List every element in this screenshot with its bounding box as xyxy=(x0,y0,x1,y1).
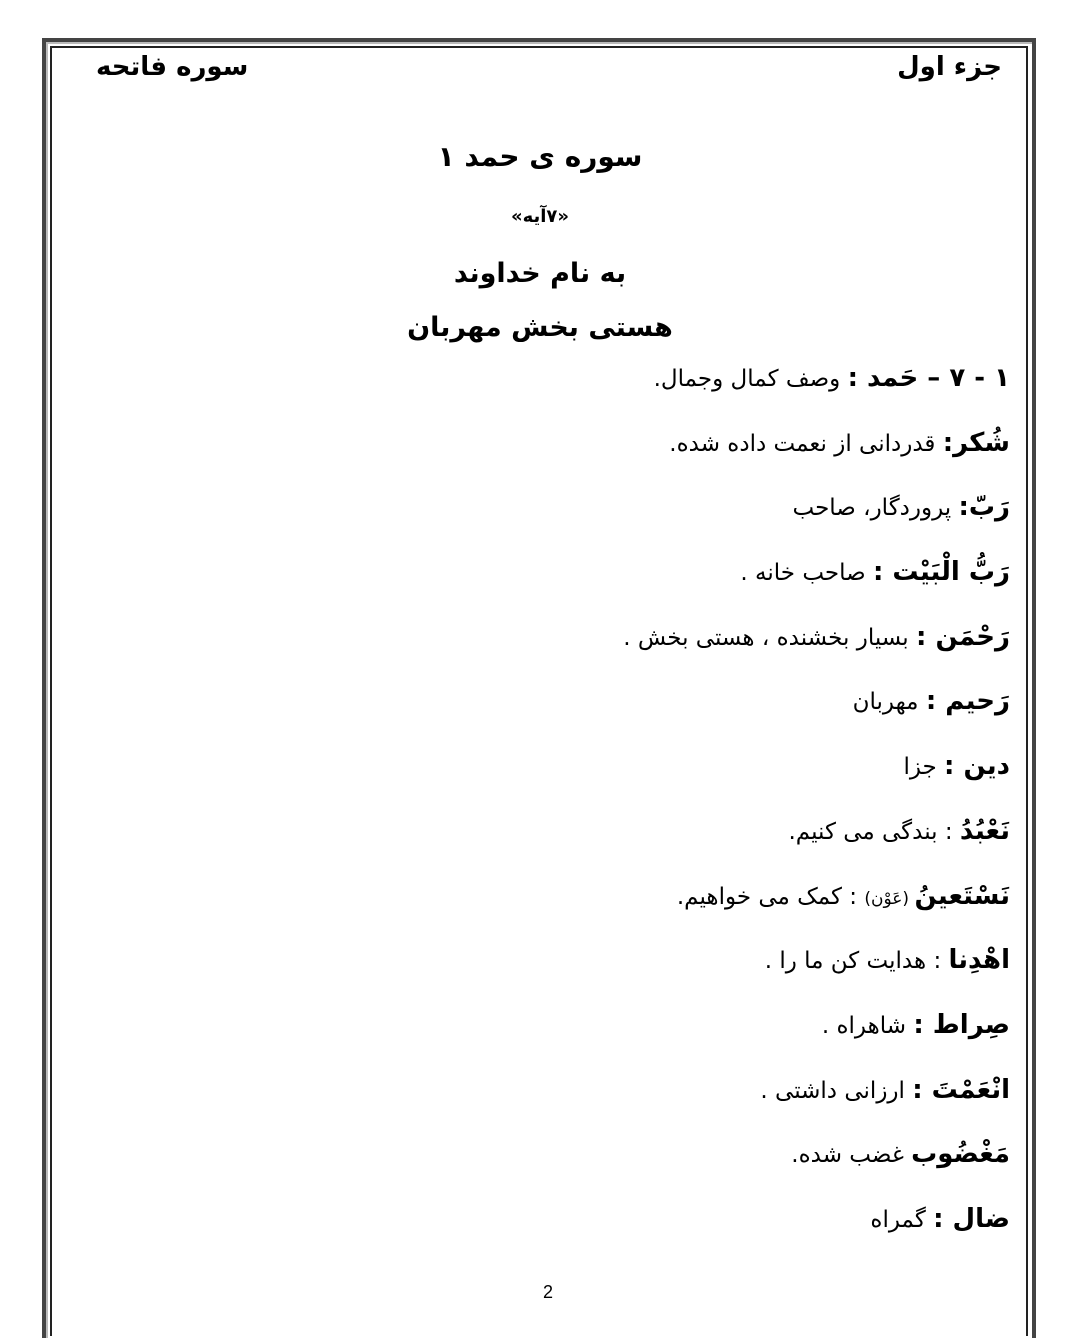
surah-title: سوره ی حمد ١ xyxy=(437,140,643,173)
vocab-term: مَغْضُوب xyxy=(911,1139,1010,1170)
vocab-term: ١ - ٧ – حَمد : xyxy=(847,363,1010,393)
vocab-entry xyxy=(110,744,1010,809)
vocab-definition: بسیار بخشنده ، هستی بخش . xyxy=(623,624,917,651)
page-number: 2 xyxy=(542,1282,553,1302)
vocab-definition: پروردگار، صاحب xyxy=(792,495,959,522)
vocab-definition: وصف کمال وجمال. xyxy=(653,366,848,392)
vocab-term: رَحیم : xyxy=(925,686,1010,717)
vocab-entry xyxy=(110,938,1010,1003)
vocab-entry xyxy=(110,809,1010,874)
vocab-term: شُکر: xyxy=(942,427,1010,458)
vocab-term: نَسْتَعینُ xyxy=(914,880,1010,911)
vocab-entry xyxy=(110,550,1010,615)
vocab-term: ضال : xyxy=(933,1203,1010,1234)
vocab-entry xyxy=(110,356,1010,421)
vocab-definition: گمراه xyxy=(870,1206,934,1233)
vocab-definition: شاهراه . xyxy=(821,1012,914,1039)
juz-header: جزء اول xyxy=(897,52,1002,82)
vocab-term: نَعْبُدُ xyxy=(959,815,1010,846)
vocab-definition: : بندگی می کنیم. xyxy=(788,818,960,845)
vocab-root: (عَوْن) xyxy=(864,888,915,909)
vocab-entry xyxy=(110,1003,1010,1068)
vocab-entry xyxy=(110,421,1010,486)
vocab-term: صِراط : xyxy=(913,1009,1010,1040)
vocab-term: اهْدِنا xyxy=(948,945,1010,976)
verse-count: «٧آیه» xyxy=(510,206,570,227)
vocab-term: دین : xyxy=(944,751,1010,782)
vocab-entry xyxy=(110,679,1010,744)
vocab-entry xyxy=(110,874,1010,939)
vocab-definition: جزا xyxy=(903,754,945,781)
vocab-definition: : هدایت کن ما را . xyxy=(764,948,949,975)
vocab-term: رَبّ: xyxy=(958,492,1010,523)
vocab-definition: : کمک می خواهیم. xyxy=(676,883,865,910)
bismillah-line-1: به نام خداوند xyxy=(453,258,627,289)
vocab-entry xyxy=(110,1197,1010,1262)
vocab-definition: غضب شده. xyxy=(791,1142,912,1169)
vocab-term: رَبُّ الْبَیْت : xyxy=(872,557,1010,588)
bismillah-line-2: هستی بخش مهربان xyxy=(407,312,673,343)
vocab-definition: صاحب خانه . xyxy=(740,560,873,587)
vocab-term: رَحْمَن : xyxy=(916,621,1010,652)
vocab-term: انْعَمْتَ : xyxy=(912,1074,1010,1105)
vocab-entry xyxy=(110,1068,1010,1133)
vocab-entry xyxy=(110,1132,1010,1197)
vocab-entry xyxy=(110,485,1010,550)
vocabulary-list xyxy=(110,356,1010,1262)
vocab-entry xyxy=(110,615,1010,680)
vocab-definition: ارزانی داشتی . xyxy=(760,1077,913,1104)
vocab-definition: قدردانی از نعمت داده شده. xyxy=(669,430,943,457)
surah-header: سوره فاتحه xyxy=(96,52,249,82)
vocab-definition: مهربان xyxy=(852,689,926,716)
